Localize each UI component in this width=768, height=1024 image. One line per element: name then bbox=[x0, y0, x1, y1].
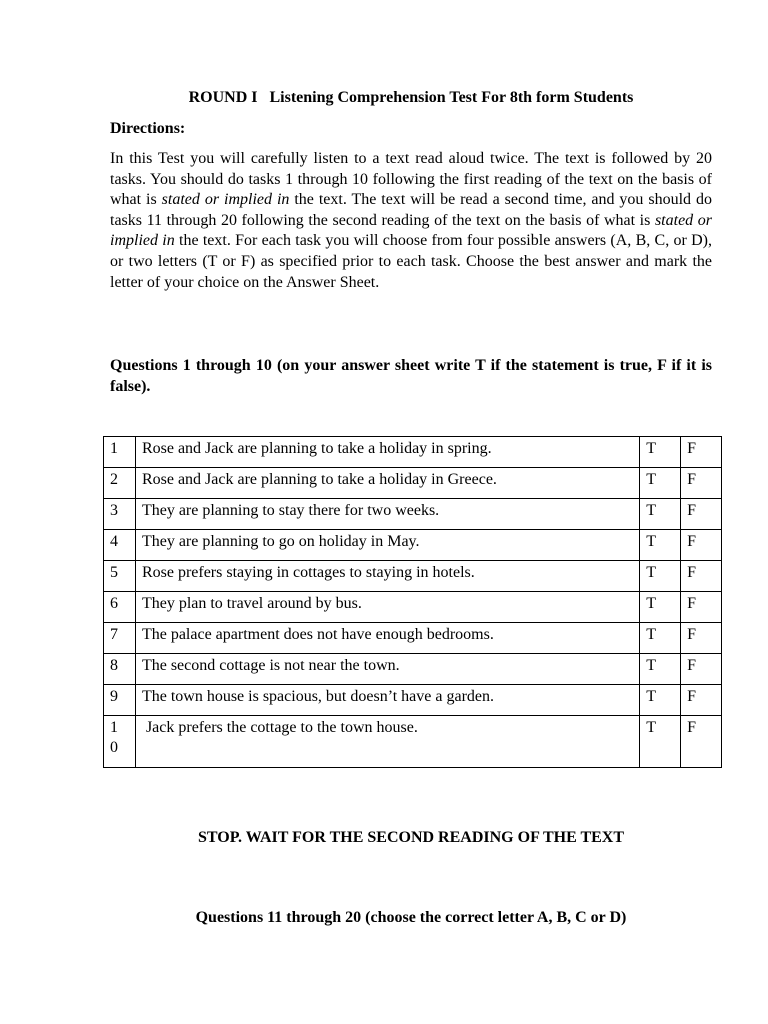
directions-text-part: the text. The text will be read a second time, and you should do tasks 11 through 20 following the second reading of the text on the basis of what is bbox=[110, 191, 712, 229]
directions-label: Directions: bbox=[110, 120, 186, 137]
false-option: F bbox=[681, 530, 722, 561]
question-statement: Rose and Jack are planning to take a holiday in Greece. bbox=[135, 468, 639, 499]
false-option: F bbox=[681, 437, 722, 468]
question-number: 7 bbox=[104, 623, 136, 654]
questions-11-20-heading: Questions 11 through 20 (choose the correct letter A, B, C or D) bbox=[195, 909, 627, 926]
true-option: T bbox=[640, 561, 681, 592]
question-statement: Rose and Jack are planning to take a holiday in spring. bbox=[135, 437, 639, 468]
false-option: F bbox=[681, 685, 722, 716]
true-option: T bbox=[640, 654, 681, 685]
true-option: T bbox=[640, 499, 681, 530]
question-number: 5 bbox=[104, 561, 136, 592]
question-statement: Rose prefers staying in cottages to staying in hotels. bbox=[135, 561, 639, 592]
false-option: F bbox=[681, 592, 722, 623]
question-number: 1 bbox=[104, 437, 136, 468]
question-statement: They are planning to go on holiday in May. bbox=[135, 530, 639, 561]
directions-emphasis: stated or implied in bbox=[161, 191, 290, 209]
questions-1-10-heading: Questions 1 through 10 (on your answer sheet write T if the statement is true, F if it is false). bbox=[110, 357, 712, 395]
question-statement: Jack prefers the cottage to the town house. bbox=[135, 716, 639, 768]
true-option: T bbox=[640, 530, 681, 561]
true-option: T bbox=[640, 716, 681, 768]
question-number: 9 bbox=[104, 685, 136, 716]
question-statement: They are planning to stay there for two weeks. bbox=[135, 499, 639, 530]
question-number: 8 bbox=[104, 654, 136, 685]
table-row bbox=[104, 437, 722, 468]
directions-text-part: In this Test you will carefully listen to a text read aloud twice. The text is followed by 20 tasks. You should do tasks 1 through 10 following the first reading of the text on the basis of what is bbox=[110, 150, 712, 209]
question-number: 6 bbox=[104, 592, 136, 623]
false-option: F bbox=[681, 716, 722, 768]
true-option: T bbox=[640, 592, 681, 623]
table-row bbox=[104, 685, 722, 716]
false-option: F bbox=[681, 623, 722, 654]
table-row bbox=[104, 468, 722, 499]
true-option: T bbox=[640, 623, 681, 654]
directions-text-part: the text. For each task you will choose from four possible answers (A, B, C, or D), or two letters (T or F) as specified prior to each task. Choose the best answer and mark the letter of your choice on the Answer Sheet. bbox=[110, 232, 713, 291]
question-statement: The palace apartment does not have enough bedrooms. bbox=[135, 623, 639, 654]
false-option: F bbox=[681, 561, 722, 592]
question-number: 4 bbox=[104, 530, 136, 561]
question-number-cell bbox=[104, 716, 136, 768]
question-statement: The town house is spacious, but doesn’t have a garden. bbox=[135, 685, 639, 716]
directions-paragraph bbox=[110, 149, 712, 293]
question-statement: The second cottage is not near the town. bbox=[135, 654, 639, 685]
true-option: T bbox=[640, 437, 681, 468]
stop-instruction: STOP. WAIT FOR THE SECOND READING OF THE TEXT bbox=[197, 829, 625, 846]
table-row bbox=[104, 654, 722, 685]
table-row bbox=[104, 716, 722, 768]
false-option: F bbox=[681, 499, 722, 530]
false-option: F bbox=[681, 654, 722, 685]
question-statement: They plan to travel around by bus. bbox=[135, 592, 639, 623]
false-option: F bbox=[681, 468, 722, 499]
question-number: 10 bbox=[110, 719, 118, 756]
table-row bbox=[104, 530, 722, 561]
true-option: T bbox=[640, 468, 681, 499]
question-number: 3 bbox=[104, 499, 136, 530]
table-row bbox=[104, 623, 722, 654]
table-row bbox=[104, 561, 722, 592]
true-false-table bbox=[103, 436, 722, 768]
table-row bbox=[104, 592, 722, 623]
question-number: 2 bbox=[104, 468, 136, 499]
directions-emphasis: stated or implied in bbox=[110, 211, 712, 250]
page-title: ROUND I Listening Comprehension Test For 8th form Students bbox=[188, 89, 634, 106]
table-row bbox=[104, 499, 722, 530]
true-option: T bbox=[640, 685, 681, 716]
